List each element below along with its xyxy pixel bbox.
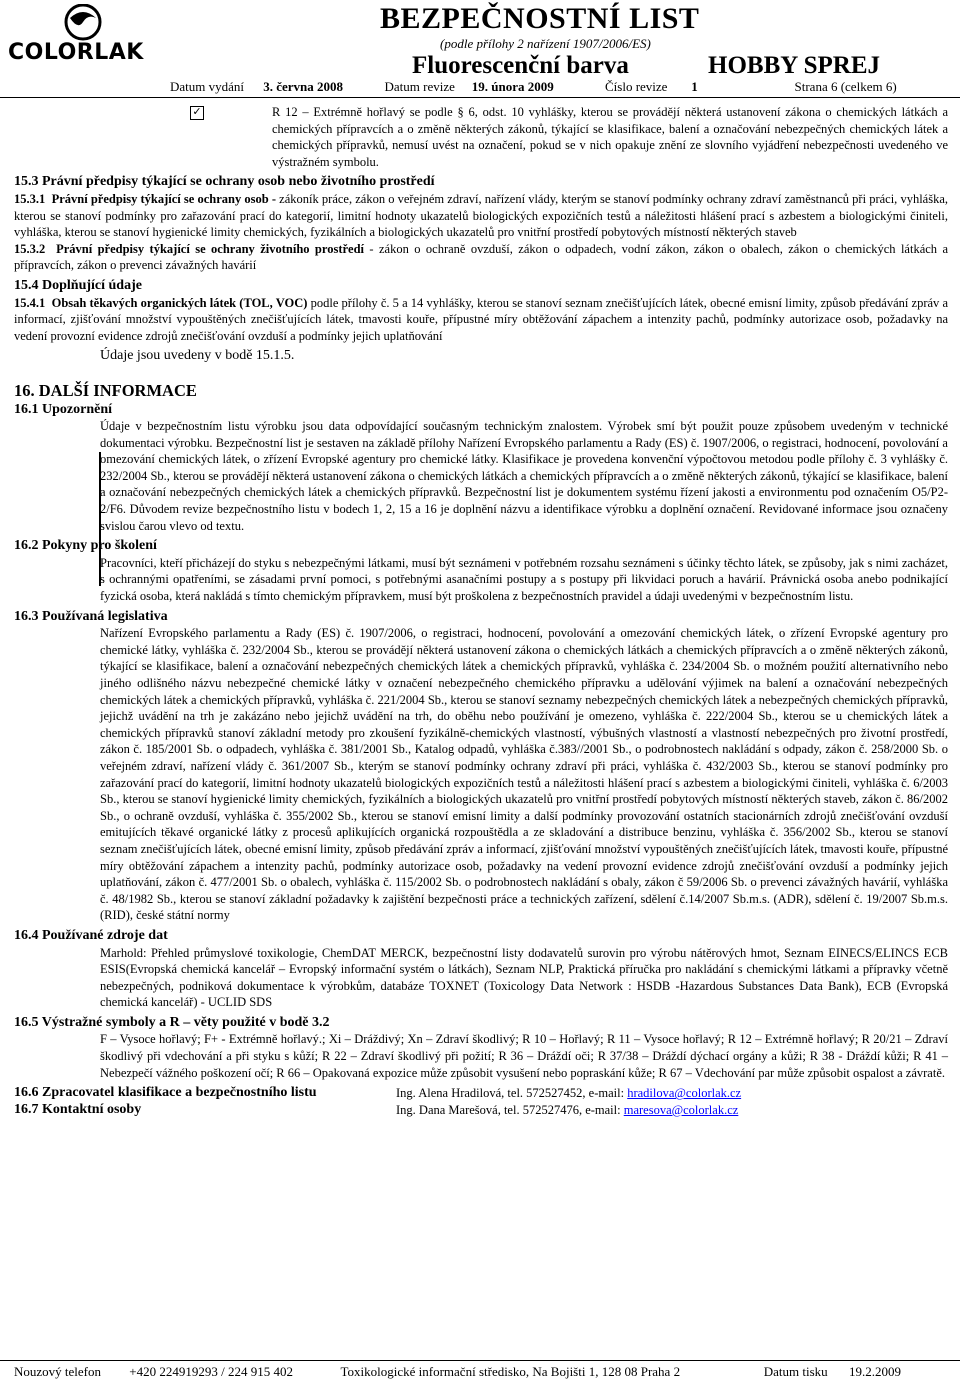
para-16-5: F – Vysoce hořlavý; F+ - Extrémně hořlavý.; Xi – Dráždivý; Xn – Zdraví škodlivý; R 10 – Hořlavý; R 11 – Vysoce hořlavý; R 12 – Extrémně hořlavý; R 20/21 – Zdraví škodlivý při vdechování a při styku s kůží; R 22 – Zdraví škodlivý při požití; R 36 – Dráždí oči; R 37/38 – Dráždí dýchací orgány a kůži; R 38 - Dráždí kůži; R 41 – Nebezpečí vážného poškození očí; R 66 – Opakovaná expozice může způsobit vysušení nebo popraskání kůže; R 67 – Vdechování par může způsobit ospalost a závratě.	[100, 1032, 948, 1080]
issue-label: Datum vydání	[170, 79, 245, 94]
product-line: HOBBY SPREJ	[708, 52, 881, 79]
para-15-3-1	[14, 191, 948, 241]
note-15-4-1: Údaje jsou uvedeny v bodě 15.1.5.	[100, 348, 295, 364]
revno-label: Číslo revize	[605, 79, 668, 94]
row-16-7	[14, 1102, 948, 1119]
value-16-6	[396, 1085, 741, 1102]
value-16-7	[396, 1102, 738, 1119]
header-meta	[170, 79, 897, 95]
heading-16-2: 16.2 Pokyny pro školení	[14, 538, 157, 554]
document-footer	[14, 1364, 901, 1380]
document-body	[14, 104, 948, 1118]
num-15-3-1: 15.3.1	[14, 191, 46, 206]
header-divider	[0, 97, 960, 98]
para-16-3: Nařízení Evropského parlamentu a Rady (ES) č. 1907/2006, o registraci, hodnocení, povolování a omezování chemických látek, o zřízení Evropské agentury pro chemické látky, vyhláška č. 232/2004 Sb., kterou se provádějí některá ustanovení zákona o chemických látkách a chemických přípravcích a o změně některých zákonů, týkající se klasifikace, balení a označování nebezpečných chemických látek a chemických přípravků, vyhláška č. 234/2004 Sb. o možném použití alternativního nebo jiného odlišného názvu nebezpečné chemické látky v označení nebezpečného chemického přípravku a udělování výjimek na balení a označování nebezpečných chemických látek a chemických přípravků, vyhláška č. 221/2004 Sb., kterou se stanoví seznamy nebezpečných chemických látek a nebezpečných chemických přípravků, jejichž uvádění na trh je zakázáno nebo jejichž uvádění na trh, do oběhu nebo používání je omezeno, vyhláška č. 222/2004 Sb., kterou se u chemických látek a chemických přípravků stanoví základní metody pro zkoušení fyzikálně-chemických vlastností, výbušných vlastností a vlastností nebezpečných pro životní prostředí, zákon č. 185/2001 Sb. o odpadech, vyhláška č. 381/2001 Sb., Katalog odpadů, vyhláška č.383//2001 Sb., o podrobnostech nakládání s odpady, zákon č. 258/2000 Sb. o veřejném zdraví, nařízení vlády č. 361/2007 Sb., kterým se stanoví podmínky ochrany zdraví při práci, vyhláška č. 432/2003 Sb., kterou se stanoví podmínky pro zařazování prací do kategorií, limitní hodnoty ukazatelů biologických expozičních testů a náležitosti hlášení prací s azbestem a biologickými činiteli, vyhláška č. 6/2003 Sb., kterou se stanoví hygienické limity chemických, fyzikálních a biologických ukazatelů pro vnitřní prostředí pobytových místností některých staveb, zákon č. 86/2002 Sb., o ochraně ovzduší, vyhláška č. 355/2002 Sb., kterou se stanoví emisní limity a další podmínky provozování ostatních stacionárních zdrojů znečišťování ovzduší emitujících těkavé organické látky z procesů aplikujících organická rozpouštědla a ze skladování a distribuce benzinu, vyhláška č. 356/2002 Sb., kterou se stanoví seznam znečišťujících látek, obecné emisní limity, způsob předávání zpráv a informací, zjišťování množství vypouštěných znečišťujících látek, tmavosti kouře, přípustné míry obtěžování zápachem a intenzity pachů, podmínky autorizace osob, požadavky na vedení provozní evidence zdrojů znečišťování ovzduší a podmínky jejich uplatňování, zákon č. 477/2001 Sb. o obalech, vyhláška č. 115/2002 Sb. o podrobnostech nakládání s obaly, zákon č 59/2006 Sb. o prevenci závažných havárií, vyhláška č. 48/1982 Sb., kterou se stanoví základní požadavky k zajištění bezpečnosti práce a technických zařízení, sdělení č.14/2007 Sb.m.s. (ADR), sdělení č. 19/2007 Sb.m.s. (RID), české státní normy	[100, 626, 948, 923]
heading-16: 16. DALŠÍ INFORMACE	[14, 380, 197, 400]
toxicology-center: Toxikologické informační středisko, Na Bojišti 1, 128 08 Praha 2	[340, 1364, 681, 1379]
para-15-3-2	[14, 241, 948, 274]
revision-label: Datum revize	[384, 79, 455, 94]
para-16-2: Pracovníci, kteří přicházejí do styku s nebezpečnými látkami, musí být seznámeni v potřebném rozsahu seznámeni s účinky těchto látek, se způsoby, jak s nimi zacházet, s ochrannými opatřeními, se zásadami první pomoci, s potřebnými asanačními postupy a s postupy při likvidaci poruch a havárií. Právnická osoba anebo podnikající fyzická osoba, která nakládá s tímto chemickým přípravkem, musí být proškolena z bezpečnostních pravidel a údaji uvedenými v bezpečnostním listu.	[100, 555, 948, 604]
heading-15-3: 15.3 Právní předpisy týkající se ochrany osob nebo životního prostředí	[14, 174, 435, 190]
page-number: Strana 6 (celkem 6)	[794, 79, 897, 94]
document-title: BEZPEČNOSTNÍ LIST	[380, 2, 700, 35]
contact-16-7: Ing. Dana Marešová, tel. 572527476, e-mail:	[396, 1102, 624, 1117]
heading-16-1: 16.1 Upozornění	[14, 401, 112, 417]
text-15-3-2: - zákon o ochraně ovzduší, zákon o odpadech, vodní zákon, zákon o obalech, zákon o chemických látkách a přípravcích, zákon o prevenci závažných havárií	[14, 241, 949, 273]
email-link-hradilova[interactable]: hradilova@colorlak.cz	[627, 1086, 742, 1101]
text-15-4-1: podle přílohy č. 5 a 14 vyhlášky, kterou se stanoví seznam znečišťujících látek, obecné emisní limity, způsob předávání zpráv a informací, zjišťování množství vypouštěných znečišťujících látek, tmavosti kouře, přípustné míry obtěžování zápachem a intenzity pachů, podmínky autorizace osob, požadavky na vedení provozní evidence zdrojů znečišťování ovzduší a podmínky jejich uplatňování	[14, 295, 949, 343]
num-15-4-1: 15.4.1	[14, 295, 46, 310]
emergency-numbers: +420 224919293 / 224 915 402	[129, 1364, 293, 1379]
bold-15-4-1: Obsah těkavých organických látek (TOL, VOC)	[51, 295, 308, 310]
checkbox-icon: ✓	[190, 106, 204, 120]
row-16-6	[14, 1085, 948, 1102]
issue-date: 3. června 2008	[263, 79, 344, 94]
revision-date: 19. února 2009	[471, 79, 554, 94]
revno: 1	[691, 79, 698, 94]
emergency-label: Nouzový telefon	[14, 1364, 102, 1379]
text-15-3-1: zákoník práce, zákon o veřejném zdraví, nařízení vlády, kterým se stanoví podmínky ochrany zdraví zaměstnanců při práci, vyhláška, kterou se stanoví podmínky pro zařazování prací do kategorií, limitní hodnoty ukazatelů biologických expozičních testů a náležitosti hlášení prací s azbestem a biologickými činiteli, vyhláška, kterou se stanoví hygienické limity chemických, fyzikálních a biologických ukazatelů pro vnitřní prostředí pobytových místností některých staveb	[14, 191, 949, 240]
para-16-4: Marhold: Přehled průmyslové toxikologie, ChemDAT MERCK, bezpečnostní listy dodavatelů surovin pro výrobu nátěrových hmot, Seznam EINECS/ELINCS ECB ESIS(Evropská chemická kancelář – Evropský informační systém o látkách), Seznam NLP, Praktická příručka pro nakládání s chemickými látkami a přípravky včetně nebezpečných, podniková dokumentace k výrobkům, databáze TOXNET (Toxicology Data Network : HSDB -Hazardous Substances Data Bank), ECB (Evropská chemická kancelář) - UCLID SDS	[100, 945, 948, 1010]
heading-15-4: 15.4 Doplňující údaje	[14, 277, 142, 293]
product-name: Fluorescenční barva	[412, 52, 629, 79]
contact-16-6: Ing. Alena Hradilová, tel. 572527452, e-mail:	[396, 1086, 628, 1101]
print-label: Datum tisku	[763, 1364, 828, 1379]
r12-note: R 12 – Extrémně hořlavý se podle § 6, odst. 10 vyhlášky, kterou se provádějí některá ustanovení zákona o chemických látkách a chemických přípravcích a o změně některých zákonů, týkající se klasifikace, balení a označování nebezpečných chemických látek a chemických přípravků, nemusí uvést na označení, pokud se v nich opakuje znění ze slovního vyjádření nebezpečnosti uvedeného ve výstražném symbolu.	[272, 105, 948, 169]
document-header	[0, 0, 960, 96]
num-15-3-2: 15.3.2	[14, 241, 46, 256]
heading-16-7: 16.7 Kontaktní osoby	[14, 1101, 142, 1117]
bold-15-3-2: Právní předpisy týkající se ochrany životního prostředí	[56, 241, 365, 256]
footer-divider	[0, 1360, 960, 1361]
para-16-1: Údaje v bezpečnostním listu výrobku jsou data odpovídající současným technickým znalostem. Výrobek smí být použit pouze způsobem uvedeným v technické dokumentaci výrobku. Bezpečnostní list je sestaven na základě přílohy Nařízení Evropského parlamentu a Rady (ES) č. 1907/2006, o registraci, hodnocení, povolování a omezování chemických látek, o zřízení Evropské agentury pro chemické látky. Klasifikace je provedena konvenční výpočtovou metodou podle přílohy č. 3 vyhlášky č. 232/2004 Sb., kterou se provádějí některá ustanovení zákona o chemických látkách a chemických přípravcích a o změně některých zákonů, týkající se klasifikace, balení a označování nebezpečných chemických látek a chemických přípravků. Bezpečnostní list je dokumentem systému řízení jakosti a environmentu pod označením O5/P2-2/F6. Důvodem revize bezpečnostního listu v bodech 1, 2, 15 a 16 je doplnění názvu a identifikace výrobku a doplnění označení. Revidované informace jsou označeny svislou čarou vlevo od textu.	[100, 419, 948, 533]
email-link-maresova[interactable]: maresova@colorlak.cz	[623, 1102, 739, 1117]
para-15-4-1	[14, 295, 948, 345]
heading-16-6: 16.6 Zpracovatel klasifikace a bezpečnostního listu	[14, 1085, 317, 1101]
print-date: 19.2.2009	[849, 1364, 901, 1379]
heading-16-3: 16.3 Používaná legislativa	[14, 608, 168, 624]
heading-16-5: 16.5 Výstražné symboly a R – věty použité v bodě 3.2	[14, 1014, 330, 1030]
bold-15-3-1: Právní předpisy týkající se ochrany osob -	[51, 191, 277, 206]
heading-16-4: 16.4 Používané zdroje dat	[14, 927, 168, 943]
logo-text: COLORLAK	[8, 40, 144, 65]
document-subtitle: (podle přílohy 2 nařízení 1907/2006/ES)	[440, 36, 651, 51]
